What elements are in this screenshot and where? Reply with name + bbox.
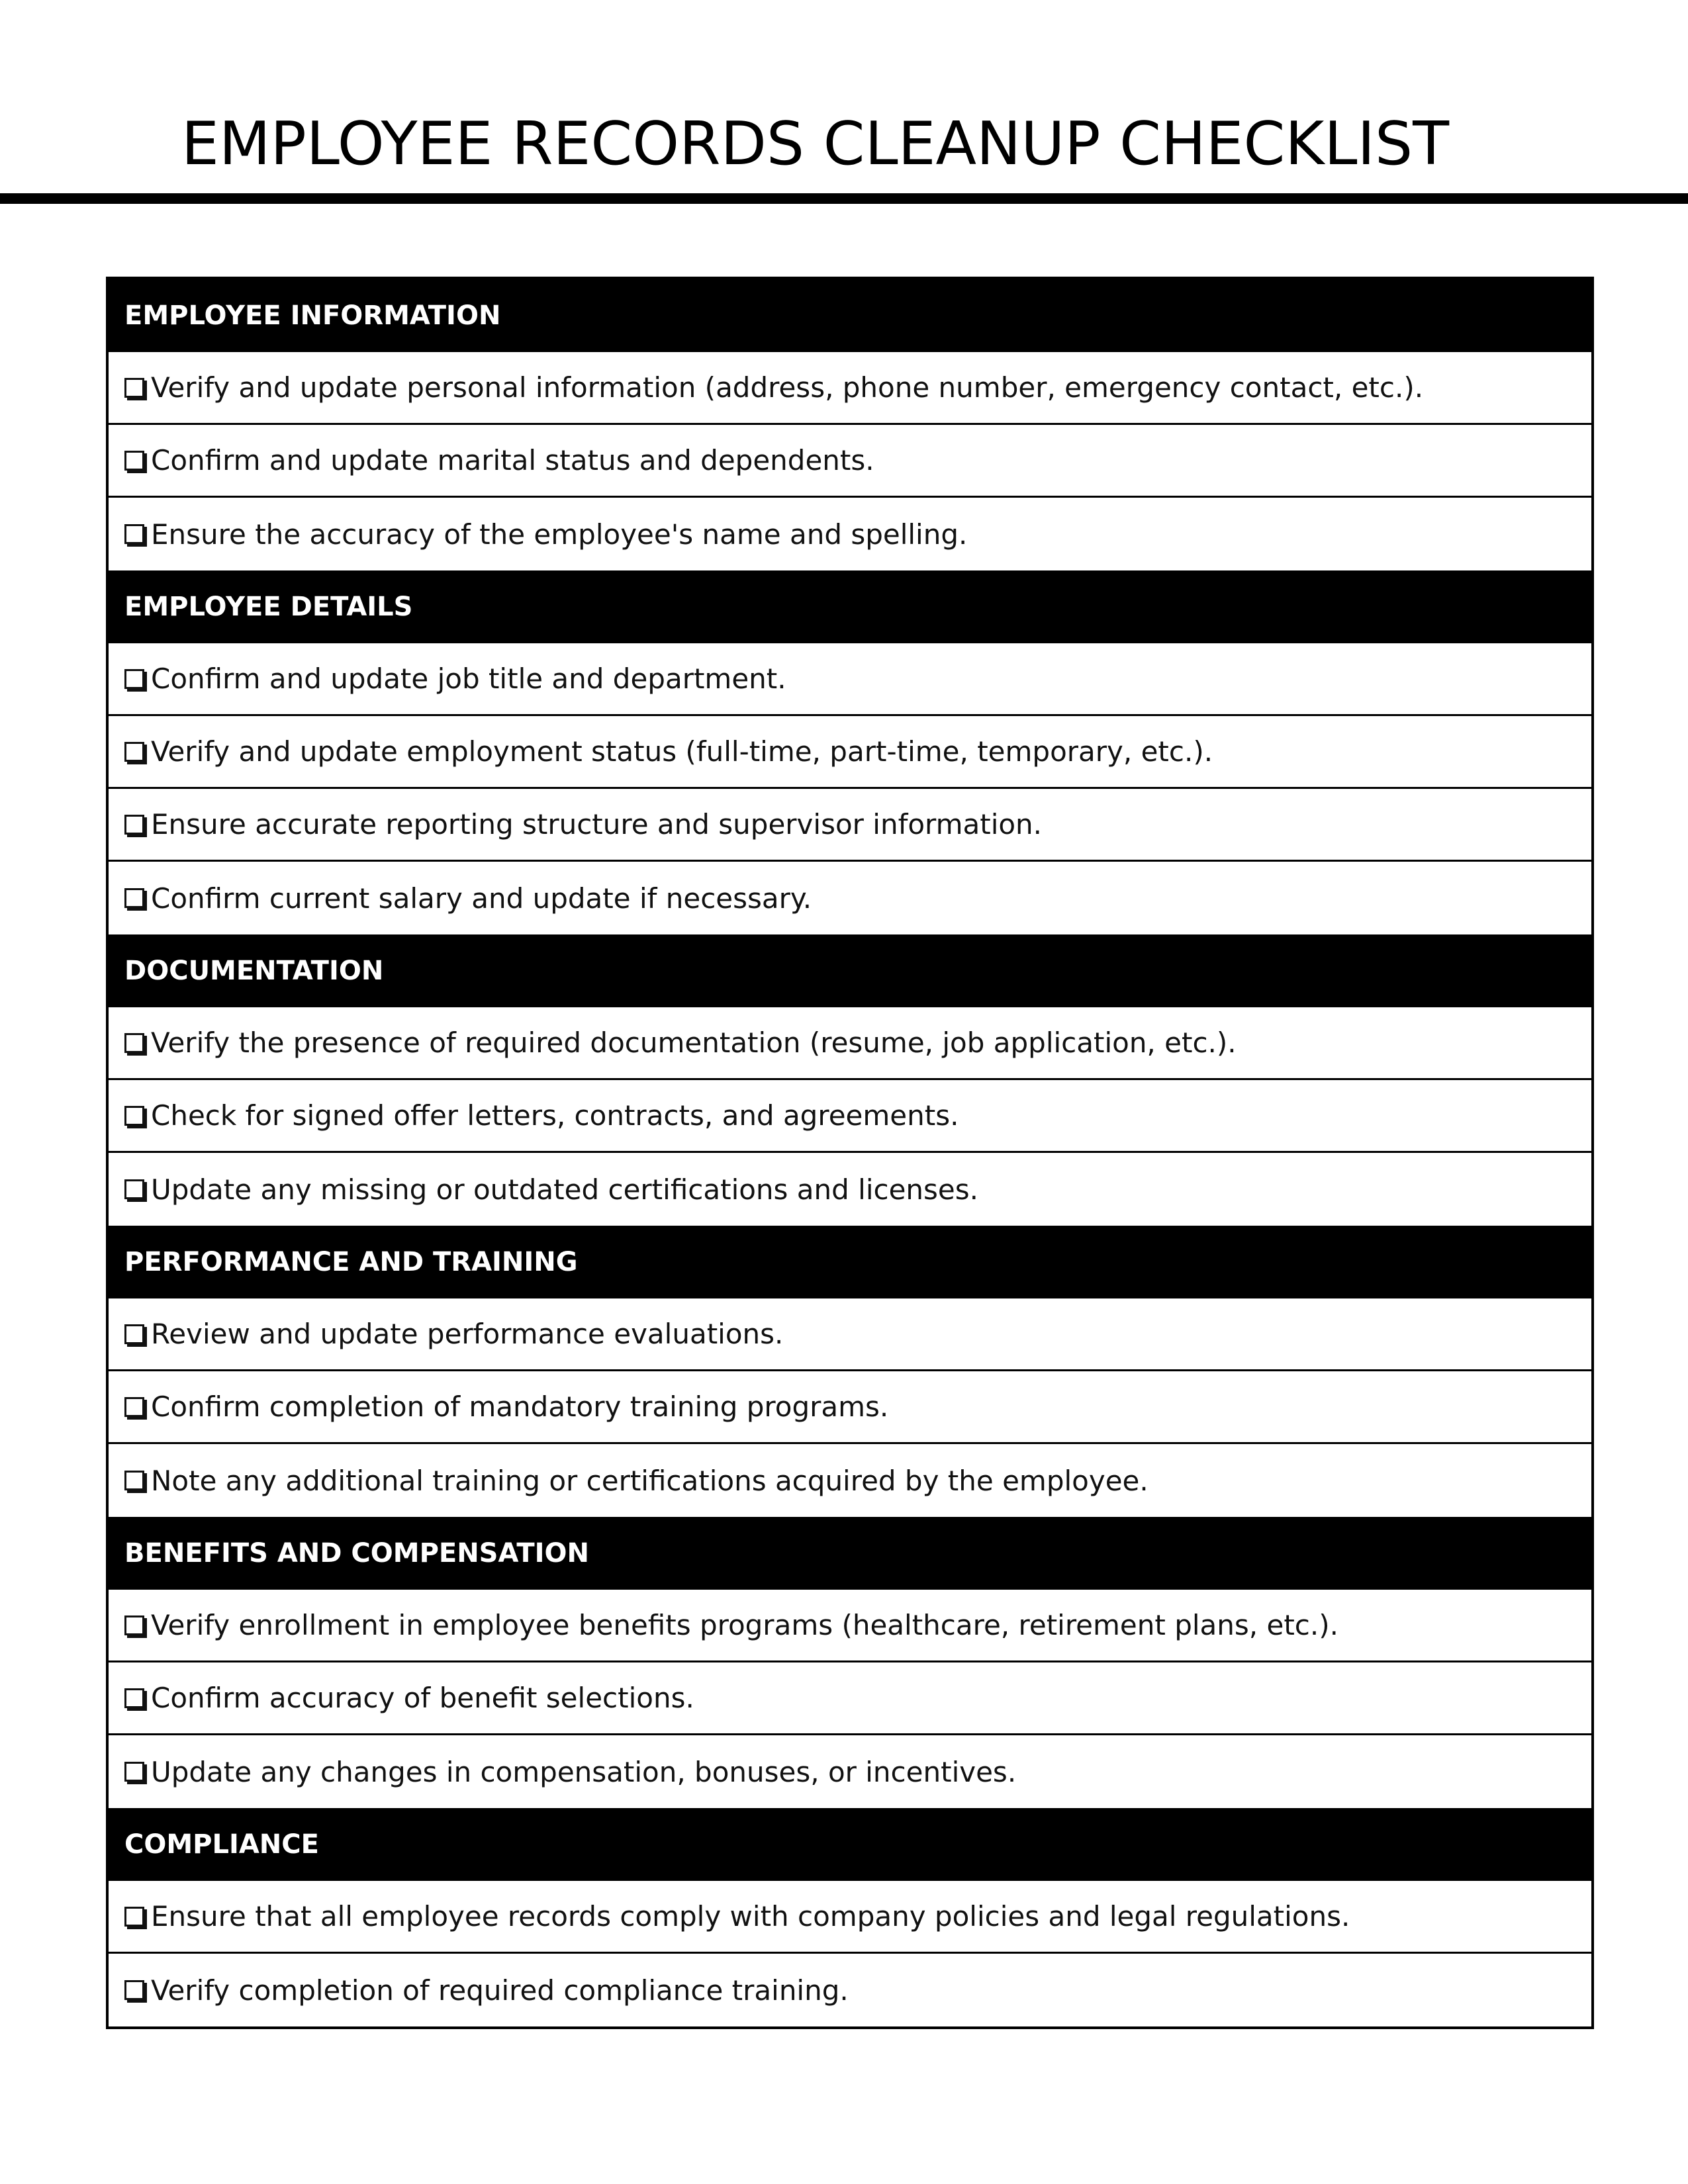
checkbox-icon[interactable] [124,1324,144,1344]
checkbox-icon[interactable] [124,1980,144,2000]
checklist-item [109,1735,1591,1808]
checklist-item-text: Update any changes in compensation, bonuses, or incentives. [151,1755,1017,1788]
checklist-item-text: Confirm completion of mandatory training programs. [151,1390,889,1423]
checkbox-icon[interactable] [124,669,144,689]
checklist-item [109,862,1591,934]
checkbox-icon[interactable] [124,888,144,908]
checkbox-icon[interactable] [124,1907,144,1927]
checkbox-icon[interactable] [124,1397,144,1417]
checkbox-icon[interactable] [124,1106,144,1126]
page-title: EMPLOYEE RECORDS CLEANUP CHECKLIST [181,109,1450,179]
checklist-item [109,789,1591,862]
checklist-item [109,716,1591,789]
checklist-item [109,1590,1591,1662]
checklist-item [109,643,1591,716]
checklist-item [109,1881,1591,1954]
checklist-item [109,352,1591,425]
checklist-item-text: Note any additional training or certifications acquired by the employee. [151,1464,1149,1497]
checklist-item-text: Verify and update employment status (full-time, part-time, temporary, etc.). [151,735,1213,768]
checklist-item-text: Confirm and update job title and department. [151,662,786,695]
checkbox-icon[interactable] [124,1033,144,1053]
checklist-item-text: Verify and update personal information (address, phone number, emergency contact, etc.). [151,371,1424,404]
checkbox-icon[interactable] [124,1179,144,1199]
checklist-item [109,1153,1591,1226]
checklist-item-text: Ensure accurate reporting structure and supervisor information. [151,808,1043,841]
checklist-item-text: Confirm and update marital status and dependents. [151,444,874,477]
section-header: BENEFITS AND COMPENSATION [109,1517,1591,1590]
checklist-item-text: Verify completion of required compliance training. [151,1974,849,2007]
checklist-item [109,1371,1591,1444]
checkbox-icon[interactable] [124,1471,144,1490]
checklist-item [109,498,1591,570]
checklist-item-text: Update any missing or outdated certifications and licenses. [151,1173,978,1206]
checkbox-icon[interactable] [124,1762,144,1782]
checkbox-icon[interactable] [124,378,144,398]
checkbox-icon[interactable] [124,1615,144,1635]
checkbox-icon[interactable] [124,742,144,762]
checkbox-icon[interactable] [124,815,144,835]
checklist-item [109,1080,1591,1153]
checklist-item-text: Ensure the accuracy of the employee's name and spelling. [151,518,968,551]
checklist-item-text: Verify the presence of required documentation (resume, job application, etc.). [151,1026,1237,1059]
section-header: PERFORMANCE AND TRAINING [109,1226,1591,1298]
checklist-item [109,1007,1591,1080]
section-header: EMPLOYEE INFORMATION [109,279,1591,352]
checklist-table [106,277,1594,2029]
section-header: COMPLIANCE [109,1808,1591,1881]
checklist-item-text: Confirm current salary and update if necessary. [151,882,812,915]
checklist-item [109,1444,1591,1517]
checklist-item-text: Review and update performance evaluations. [151,1318,784,1350]
checklist-item [109,1954,1591,2026]
checkbox-icon[interactable] [124,524,144,544]
checklist-item [109,1298,1591,1371]
checkbox-icon[interactable] [124,451,144,471]
checklist-item-text: Verify enrollment in employee benefits programs (healthcare, retirement plans, etc.). [151,1609,1338,1641]
checklist-item-text: Ensure that all employee records comply with company policies and legal regulations. [151,1900,1350,1933]
checkbox-icon[interactable] [124,1688,144,1708]
checklist-item [109,425,1591,498]
section-header: DOCUMENTATION [109,934,1591,1007]
section-header: EMPLOYEE DETAILS [109,570,1591,643]
title-divider [0,193,1688,204]
checklist-item-text: Confirm accuracy of benefit selections. [151,1682,694,1714]
checklist-item [109,1662,1591,1735]
checklist-item-text: Check for signed offer letters, contracts, and agreements. [151,1099,959,1132]
